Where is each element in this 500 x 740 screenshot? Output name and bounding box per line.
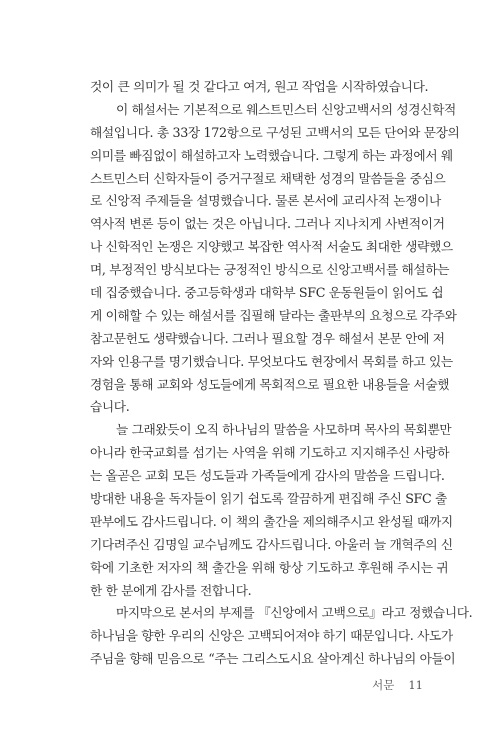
text-line: 주님을 향해 믿음으로 “주는 그리스도시요 살아계신 하나님의 아들이 bbox=[90, 651, 456, 667]
text-line: 해설입니다. 총 33장 172항으로 구성된 고백서의 모든 단어와 문장의 bbox=[90, 124, 460, 140]
text-line: 방대한 내용을 독자들이 읽기 쉽도록 깔끔하게 편집해 주신 SFC 출 bbox=[90, 491, 447, 507]
text-line: 참고문헌도 생략했습니다. 그러나 필요할 경우 해설서 본문 안에 저 bbox=[90, 330, 445, 346]
text-line: 의미를 빠짐없이 해설하고자 노력했습니다. 그렇게 하는 과정에서 웨 bbox=[90, 147, 453, 163]
text-line: 한 한 분에게 감사를 전합니다. bbox=[90, 582, 252, 598]
text-line: 마지막으로 본서의 부제를 『신앙에서 고백으로』라고 정했습니다. bbox=[116, 605, 473, 621]
text-line: 로 신앙적 주제들을 설명했습니다. 물론 본서에 교리사적 논쟁이나 bbox=[90, 193, 441, 209]
paragraph bbox=[90, 602, 473, 671]
paragraph bbox=[90, 419, 453, 602]
text-line: 늘 그래왔듯이 오직 하나님의 말씀을 사모하며 목사의 목회뿐만 bbox=[116, 422, 452, 438]
text-line: 나 신학적인 논쟁은 지양했고 복잡한 역사적 서술도 최대한 생략했으 bbox=[90, 239, 453, 255]
paragraph bbox=[90, 76, 435, 99]
page-number: 11 bbox=[408, 678, 423, 692]
text-line: 스트민스터 신학자들이 증거구절로 채택한 성경의 말씀들을 중심으 bbox=[90, 170, 446, 186]
text-line: 역사적 변론 등이 없는 것은 아닙니다. 그러나 지나치게 사변적이거 bbox=[90, 216, 445, 232]
text-line: 데 집중했습니다. 중고등학생과 대학부 SFC 운동원들이 읽어도 쉽 bbox=[90, 285, 444, 301]
text-line: 기다려주신 김명일 교수님께도 감사드립니다. 아울러 늘 개혁주의 신 bbox=[90, 536, 453, 552]
text-line: 경험을 통해 교회와 성도들에게 목회적으로 필요한 내용들을 서술했 bbox=[90, 376, 450, 392]
body-text bbox=[90, 76, 473, 671]
paragraph bbox=[90, 99, 460, 419]
text-line: 아니라 한국교회를 섬기는 사역을 위해 기도하고 지지해주신 사랑하 bbox=[90, 445, 450, 461]
running-footer-title: 서문 bbox=[372, 678, 395, 692]
text-line: 학에 기초한 저자의 책 출간을 위해 항상 기도하고 후원해 주시는 귀 bbox=[90, 559, 449, 575]
text-line: 며, 부정적인 방식보다는 긍정적인 방식으로 신앙고백서를 해설하는 bbox=[90, 262, 450, 278]
text-line: 습니다. bbox=[90, 399, 130, 415]
page-footer bbox=[372, 677, 423, 693]
text-line: 게 이해할 수 있는 해설서를 집필해 달라는 출판부의 요청으로 각주와 bbox=[90, 307, 457, 323]
text-line: 것이 큰 의미가 될 것 같다고 여겨, 원고 작업을 시작하였습니다. bbox=[90, 79, 429, 94]
text-line: 자와 인용구를 명기했습니다. 무엇보다도 현장에서 목회를 하고 있는 bbox=[90, 353, 453, 369]
text-line: 하나님을 향한 우리의 신앙은 고백되어져야 하기 때문입니다. 사도가 bbox=[90, 628, 453, 644]
text-line: 판부에도 감사드립니다. 이 책의 출간을 제의해주시고 완성될 때까지 bbox=[90, 513, 453, 529]
text-line: 이 해설서는 기본적으로 웨스트민스터 신앙고백서의 성경신학적 bbox=[116, 101, 456, 117]
text-line: 는 올곧은 교회 모든 성도들과 가족들에게 감사의 말씀을 드립니다. bbox=[90, 468, 445, 484]
